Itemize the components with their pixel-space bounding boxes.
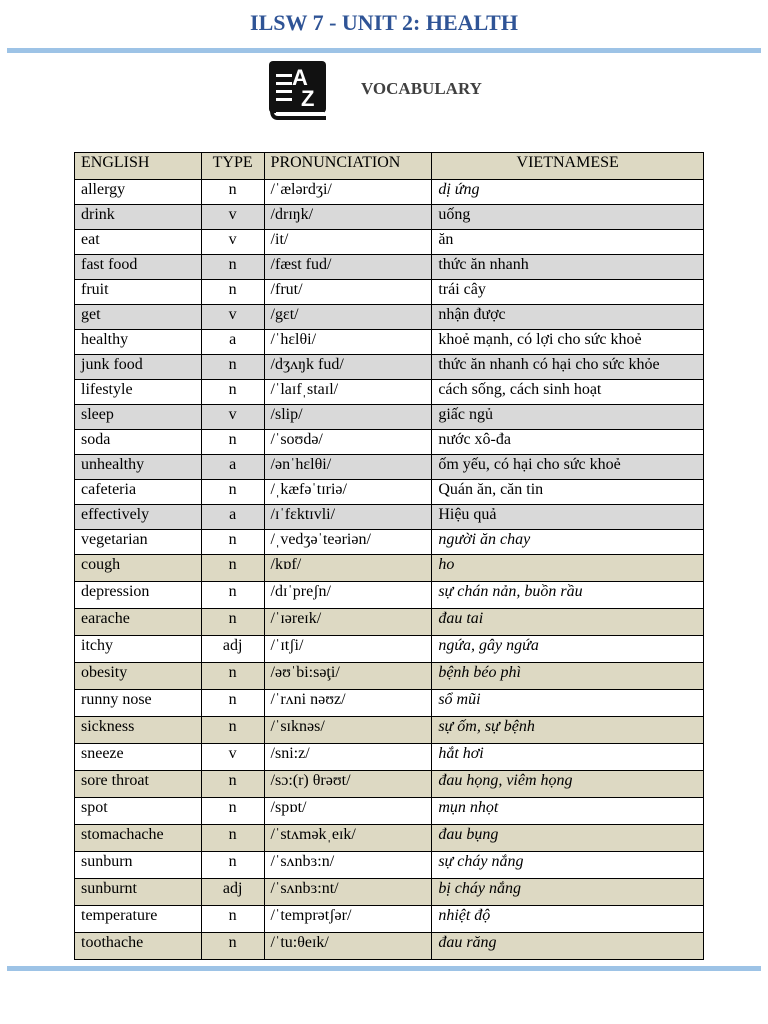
pronunciation-cell: /ˈɪəreɪk/ xyxy=(264,609,432,636)
vietnamese-cell: Quán ăn, căn tin xyxy=(432,480,704,505)
type-cell: a xyxy=(201,505,264,530)
vietnamese-cell: giấc ngủ xyxy=(432,405,704,430)
english-cell: allergy xyxy=(75,180,202,205)
type-cell: v xyxy=(201,205,264,230)
table-row xyxy=(75,609,704,636)
type-cell: v xyxy=(201,230,264,255)
vietnamese-cell: đau họng, viêm họng xyxy=(432,771,704,798)
vietnamese-cell: nước xô-đa xyxy=(432,430,704,455)
table-row xyxy=(75,744,704,771)
vietnamese-cell: ho xyxy=(432,555,704,582)
type-cell: n xyxy=(201,933,264,960)
pronunciation-cell: /ˈtemprətʃər/ xyxy=(264,906,432,933)
table-row xyxy=(75,582,704,609)
type-cell: n xyxy=(201,798,264,825)
vietnamese-cell: ốm yếu, có hại cho sức khoẻ xyxy=(432,455,704,480)
pronunciation-cell: /spɒt/ xyxy=(264,798,432,825)
page-title: ILSW 7 - UNIT 2: HEALTH xyxy=(250,10,518,35)
english-cell: sunburnt xyxy=(75,879,202,906)
table-row xyxy=(75,255,704,280)
pronunciation-cell: /ˈælərdʒi/ xyxy=(264,180,432,205)
table-row xyxy=(75,480,704,505)
table-row xyxy=(75,717,704,744)
type-cell: n xyxy=(201,852,264,879)
pronunciation-cell: /ˈhɛlθi/ xyxy=(264,330,432,355)
svg-text:A: A xyxy=(292,65,308,90)
type-cell: a xyxy=(201,455,264,480)
english-cell: sore throat xyxy=(75,771,202,798)
english-cell: drink xyxy=(75,205,202,230)
pronunciation-cell: /frut/ xyxy=(264,280,432,305)
type-cell: n xyxy=(201,355,264,380)
table-row xyxy=(75,555,704,582)
column-header-english: ENGLISH xyxy=(75,153,202,180)
vietnamese-cell: sự ốm, sự bệnh xyxy=(432,717,704,744)
vietnamese-cell: trái cây xyxy=(432,280,704,305)
english-cell: healthy xyxy=(75,330,202,355)
pronunciation-cell: /ˌkæfəˈtɪriə/ xyxy=(264,480,432,505)
pronunciation-cell: /ˈsɪknəs/ xyxy=(264,717,432,744)
table-row xyxy=(75,305,704,330)
english-cell: vegetarian xyxy=(75,530,202,555)
table-row xyxy=(75,355,704,380)
column-header-pronunciation: PRONUNCIATION xyxy=(264,153,432,180)
pronunciation-cell: /ˈsʌnbɜ:nt/ xyxy=(264,879,432,906)
english-cell: sleep xyxy=(75,405,202,430)
vietnamese-cell: cách sống, cách sinh hoạt xyxy=(432,380,704,405)
english-cell: depression xyxy=(75,582,202,609)
type-cell: n xyxy=(201,530,264,555)
table-row xyxy=(75,530,704,555)
english-cell: obesity xyxy=(75,663,202,690)
pronunciation-cell: /dʒʌŋk fud/ xyxy=(264,355,432,380)
english-cell: eat xyxy=(75,230,202,255)
type-cell: n xyxy=(201,663,264,690)
type-cell: n xyxy=(201,582,264,609)
english-cell: toothache xyxy=(75,933,202,960)
vietnamese-cell: mụn nhọt xyxy=(432,798,704,825)
type-cell: n xyxy=(201,609,264,636)
vietnamese-cell: người ăn chay xyxy=(432,530,704,555)
vietnamese-cell: thức ăn nhanh có hại cho sức khỏe xyxy=(432,355,704,380)
type-cell: adj xyxy=(201,879,264,906)
pronunciation-cell: /ˈlaɪfˌstaɪl/ xyxy=(264,380,432,405)
english-cell: unhealthy xyxy=(75,455,202,480)
vietnamese-cell: đau bụng xyxy=(432,825,704,852)
table-row xyxy=(75,879,704,906)
pronunciation-cell: /gɛt/ xyxy=(264,305,432,330)
english-cell: spot xyxy=(75,798,202,825)
pronunciation-cell: /ˌvedʒəˈteəriən/ xyxy=(264,530,432,555)
pronunciation-cell: /sɔ:(r) θrəʊt/ xyxy=(264,771,432,798)
table-row xyxy=(75,430,704,455)
pronunciation-cell: /it/ xyxy=(264,230,432,255)
table-row xyxy=(75,906,704,933)
type-cell: n xyxy=(201,690,264,717)
dictionary-az-icon xyxy=(268,60,327,122)
vietnamese-cell: ngứa, gây ngứa xyxy=(432,636,704,663)
pronunciation-cell: /sni:z/ xyxy=(264,744,432,771)
table-row xyxy=(75,455,704,480)
vietnamese-cell: sự chán nản, buồn rầu xyxy=(432,582,704,609)
vietnamese-cell: dị ứng xyxy=(432,180,704,205)
pronunciation-cell: /dɪˈpreʃn/ xyxy=(264,582,432,609)
english-cell: sickness xyxy=(75,717,202,744)
table-row xyxy=(75,771,704,798)
english-cell: effectively xyxy=(75,505,202,530)
bottom-divider xyxy=(7,966,761,971)
table-row xyxy=(75,663,704,690)
english-cell: get xyxy=(75,305,202,330)
pronunciation-cell: /əʊˈbi:səţi/ xyxy=(264,663,432,690)
table-row xyxy=(75,405,704,430)
vietnamese-cell: bệnh béo phì xyxy=(432,663,704,690)
type-cell: n xyxy=(201,717,264,744)
english-cell: fruit xyxy=(75,280,202,305)
english-cell: temperature xyxy=(75,906,202,933)
table-row xyxy=(75,798,704,825)
type-cell: n xyxy=(201,825,264,852)
english-cell: cafeteria xyxy=(75,480,202,505)
english-cell: sunburn xyxy=(75,852,202,879)
table-header-row xyxy=(75,153,704,180)
type-cell: adj xyxy=(201,636,264,663)
pronunciation-cell: /ˈɪtʃi/ xyxy=(264,636,432,663)
table-row xyxy=(75,636,704,663)
table-row xyxy=(75,380,704,405)
type-cell: n xyxy=(201,180,264,205)
pronunciation-cell: /ˈstʌməkˌeɪk/ xyxy=(264,825,432,852)
english-cell: junk food xyxy=(75,355,202,380)
table-row xyxy=(75,230,704,255)
pronunciation-cell: /kɒf/ xyxy=(264,555,432,582)
type-cell: n xyxy=(201,430,264,455)
table-row xyxy=(75,180,704,205)
english-cell: itchy xyxy=(75,636,202,663)
pronunciation-cell: /ˈtu:θeɪk/ xyxy=(264,933,432,960)
column-header-vietnamese: VIETNAMESE xyxy=(432,153,704,180)
table-row xyxy=(75,505,704,530)
pronunciation-cell: /ˈsʌnbɜ:n/ xyxy=(264,852,432,879)
type-cell: n xyxy=(201,906,264,933)
table-row xyxy=(75,205,704,230)
english-cell: runny nose xyxy=(75,690,202,717)
english-cell: fast food xyxy=(75,255,202,280)
type-cell: n xyxy=(201,771,264,798)
vietnamese-cell: sổ mũi xyxy=(432,690,704,717)
vietnamese-cell: uống xyxy=(432,205,704,230)
vietnamese-cell: Hiệu quả xyxy=(432,505,704,530)
pronunciation-cell: /ənˈhɛlθi/ xyxy=(264,455,432,480)
type-cell: n xyxy=(201,555,264,582)
svg-text:Z: Z xyxy=(301,86,315,111)
section-heading: VOCABULARY xyxy=(361,79,482,98)
pronunciation-cell: /ˈsoʊdə/ xyxy=(264,430,432,455)
vietnamese-cell: bị cháy nắng xyxy=(432,879,704,906)
english-cell: stomachache xyxy=(75,825,202,852)
vietnamese-cell: nhận được xyxy=(432,305,704,330)
type-cell: v xyxy=(201,744,264,771)
vietnamese-cell: đau răng xyxy=(432,933,704,960)
pronunciation-cell: /slip/ xyxy=(264,405,432,430)
table-row xyxy=(75,280,704,305)
vietnamese-cell: nhiệt độ xyxy=(432,906,704,933)
type-cell: n xyxy=(201,380,264,405)
pronunciation-cell: /drɪŋk/ xyxy=(264,205,432,230)
pronunciation-cell: /ɪˈfɛktɪvli/ xyxy=(264,505,432,530)
type-cell: n xyxy=(201,280,264,305)
table-row xyxy=(75,825,704,852)
english-cell: soda xyxy=(75,430,202,455)
pronunciation-cell: /ˈrʌni nəʊz/ xyxy=(264,690,432,717)
english-cell: sneeze xyxy=(75,744,202,771)
table-row xyxy=(75,690,704,717)
pronunciation-cell: /fæst fud/ xyxy=(264,255,432,280)
type-cell: a xyxy=(201,330,264,355)
vietnamese-cell: thức ăn nhanh xyxy=(432,255,704,280)
vocabulary-table xyxy=(74,152,704,960)
vietnamese-cell: đau tai xyxy=(432,609,704,636)
vietnamese-cell: sự cháy nắng xyxy=(432,852,704,879)
table-row xyxy=(75,330,704,355)
vietnamese-cell: khoẻ mạnh, có lợi cho sức khoẻ xyxy=(432,330,704,355)
vietnamese-cell: ăn xyxy=(432,230,704,255)
table-row xyxy=(75,933,704,960)
type-cell: n xyxy=(201,480,264,505)
type-cell: n xyxy=(201,255,264,280)
column-header-type: TYPE xyxy=(201,153,264,180)
english-cell: earache xyxy=(75,609,202,636)
english-cell: lifestyle xyxy=(75,380,202,405)
type-cell: v xyxy=(201,305,264,330)
top-divider xyxy=(7,48,761,53)
type-cell: v xyxy=(201,405,264,430)
table-row xyxy=(75,852,704,879)
vietnamese-cell: hắt hơi xyxy=(432,744,704,771)
english-cell: cough xyxy=(75,555,202,582)
